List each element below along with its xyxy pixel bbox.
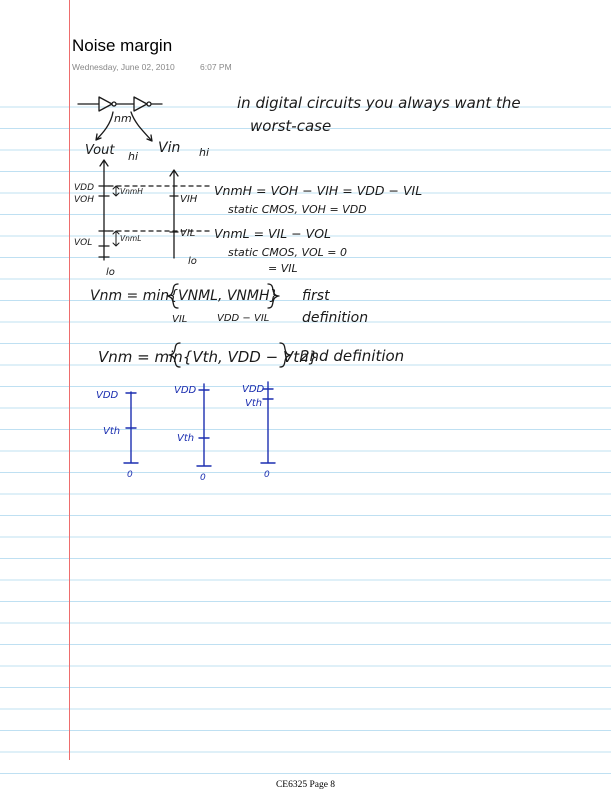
ink-blue-labels	[96, 384, 270, 483]
scale-1-vth: Vth	[103, 426, 121, 437]
vol-label: VOL	[74, 238, 93, 248]
vin-axis	[170, 170, 178, 258]
scale-1-zero: 0	[127, 470, 133, 480]
eq-nml: VnmL = VIL − VOL	[214, 226, 332, 241]
second-definition: 2nd definition	[300, 347, 405, 365]
first-definition-1: first	[302, 288, 330, 304]
voh-label: VOH	[74, 195, 95, 205]
vout-label: Vout	[85, 143, 115, 158]
vil-left-label: VIL	[180, 228, 196, 239]
def1-sub-left: VIL	[172, 314, 188, 325]
nm-arrow-right	[131, 112, 152, 141]
def1-sub-right: VDD − VIL	[217, 313, 270, 324]
vin-label: Vin	[158, 140, 181, 156]
ink-black-text	[74, 94, 521, 366]
lo-right-label: lo	[188, 256, 197, 267]
page-title: Noise margin	[72, 36, 173, 55]
scale-2-zero: 0	[200, 473, 206, 483]
worst-case-line-2: worst-case	[250, 117, 332, 135]
vnmh-small-label: VnmH	[120, 187, 143, 196]
def1-equation: Vnm = min{VNML, VNMH}	[90, 288, 279, 304]
vih-left-label: VIH	[180, 194, 198, 205]
vnml-small-label: VnmL	[120, 234, 142, 243]
worst-case-line-1: in digital circuits you always want the	[237, 94, 521, 112]
hi-left-label: hi	[128, 150, 139, 163]
eq-nml-note: static CMOS, VOL = 0	[228, 246, 348, 259]
def2-equation: Vnm = min{Vth, VDD − Vth}	[98, 348, 319, 366]
page-time: 6:07 PM	[200, 62, 232, 72]
scale-1-vdd: VDD	[96, 390, 119, 401]
scale-2-vdd: VDD	[174, 385, 197, 396]
eq-nmh: VnmH = VOH − VIH = VDD − VIL	[214, 183, 423, 198]
hi-right-label: hi	[199, 146, 210, 159]
eq-nml-result: = VIL	[268, 262, 298, 275]
scale-1-axis	[124, 392, 138, 463]
lo-left-label: lo	[106, 267, 115, 278]
noise-margin-arrows	[113, 186, 119, 246]
scale-2-axis	[197, 384, 211, 466]
scale-3-zero: 0	[264, 470, 270, 480]
scale-3-vth: Vth	[245, 398, 263, 409]
vdd-left-label: VDD	[74, 183, 95, 193]
page-date: Wednesday, June 02, 2010	[72, 62, 175, 72]
nm-arrow-left	[96, 112, 113, 140]
page-footer: CE6325 Page 8	[275, 780, 336, 790]
scale-2-vth: Vth	[177, 433, 195, 444]
scale-3-vdd: VDD	[242, 384, 265, 395]
nm-label: nm	[114, 112, 132, 125]
inverter-chain-drawing	[78, 97, 162, 111]
level-ticks	[99, 186, 178, 257]
vout-axis	[100, 160, 108, 260]
first-definition-2: definition	[302, 310, 369, 326]
eq-nmh-note: static CMOS, VOH = VDD	[228, 203, 367, 216]
